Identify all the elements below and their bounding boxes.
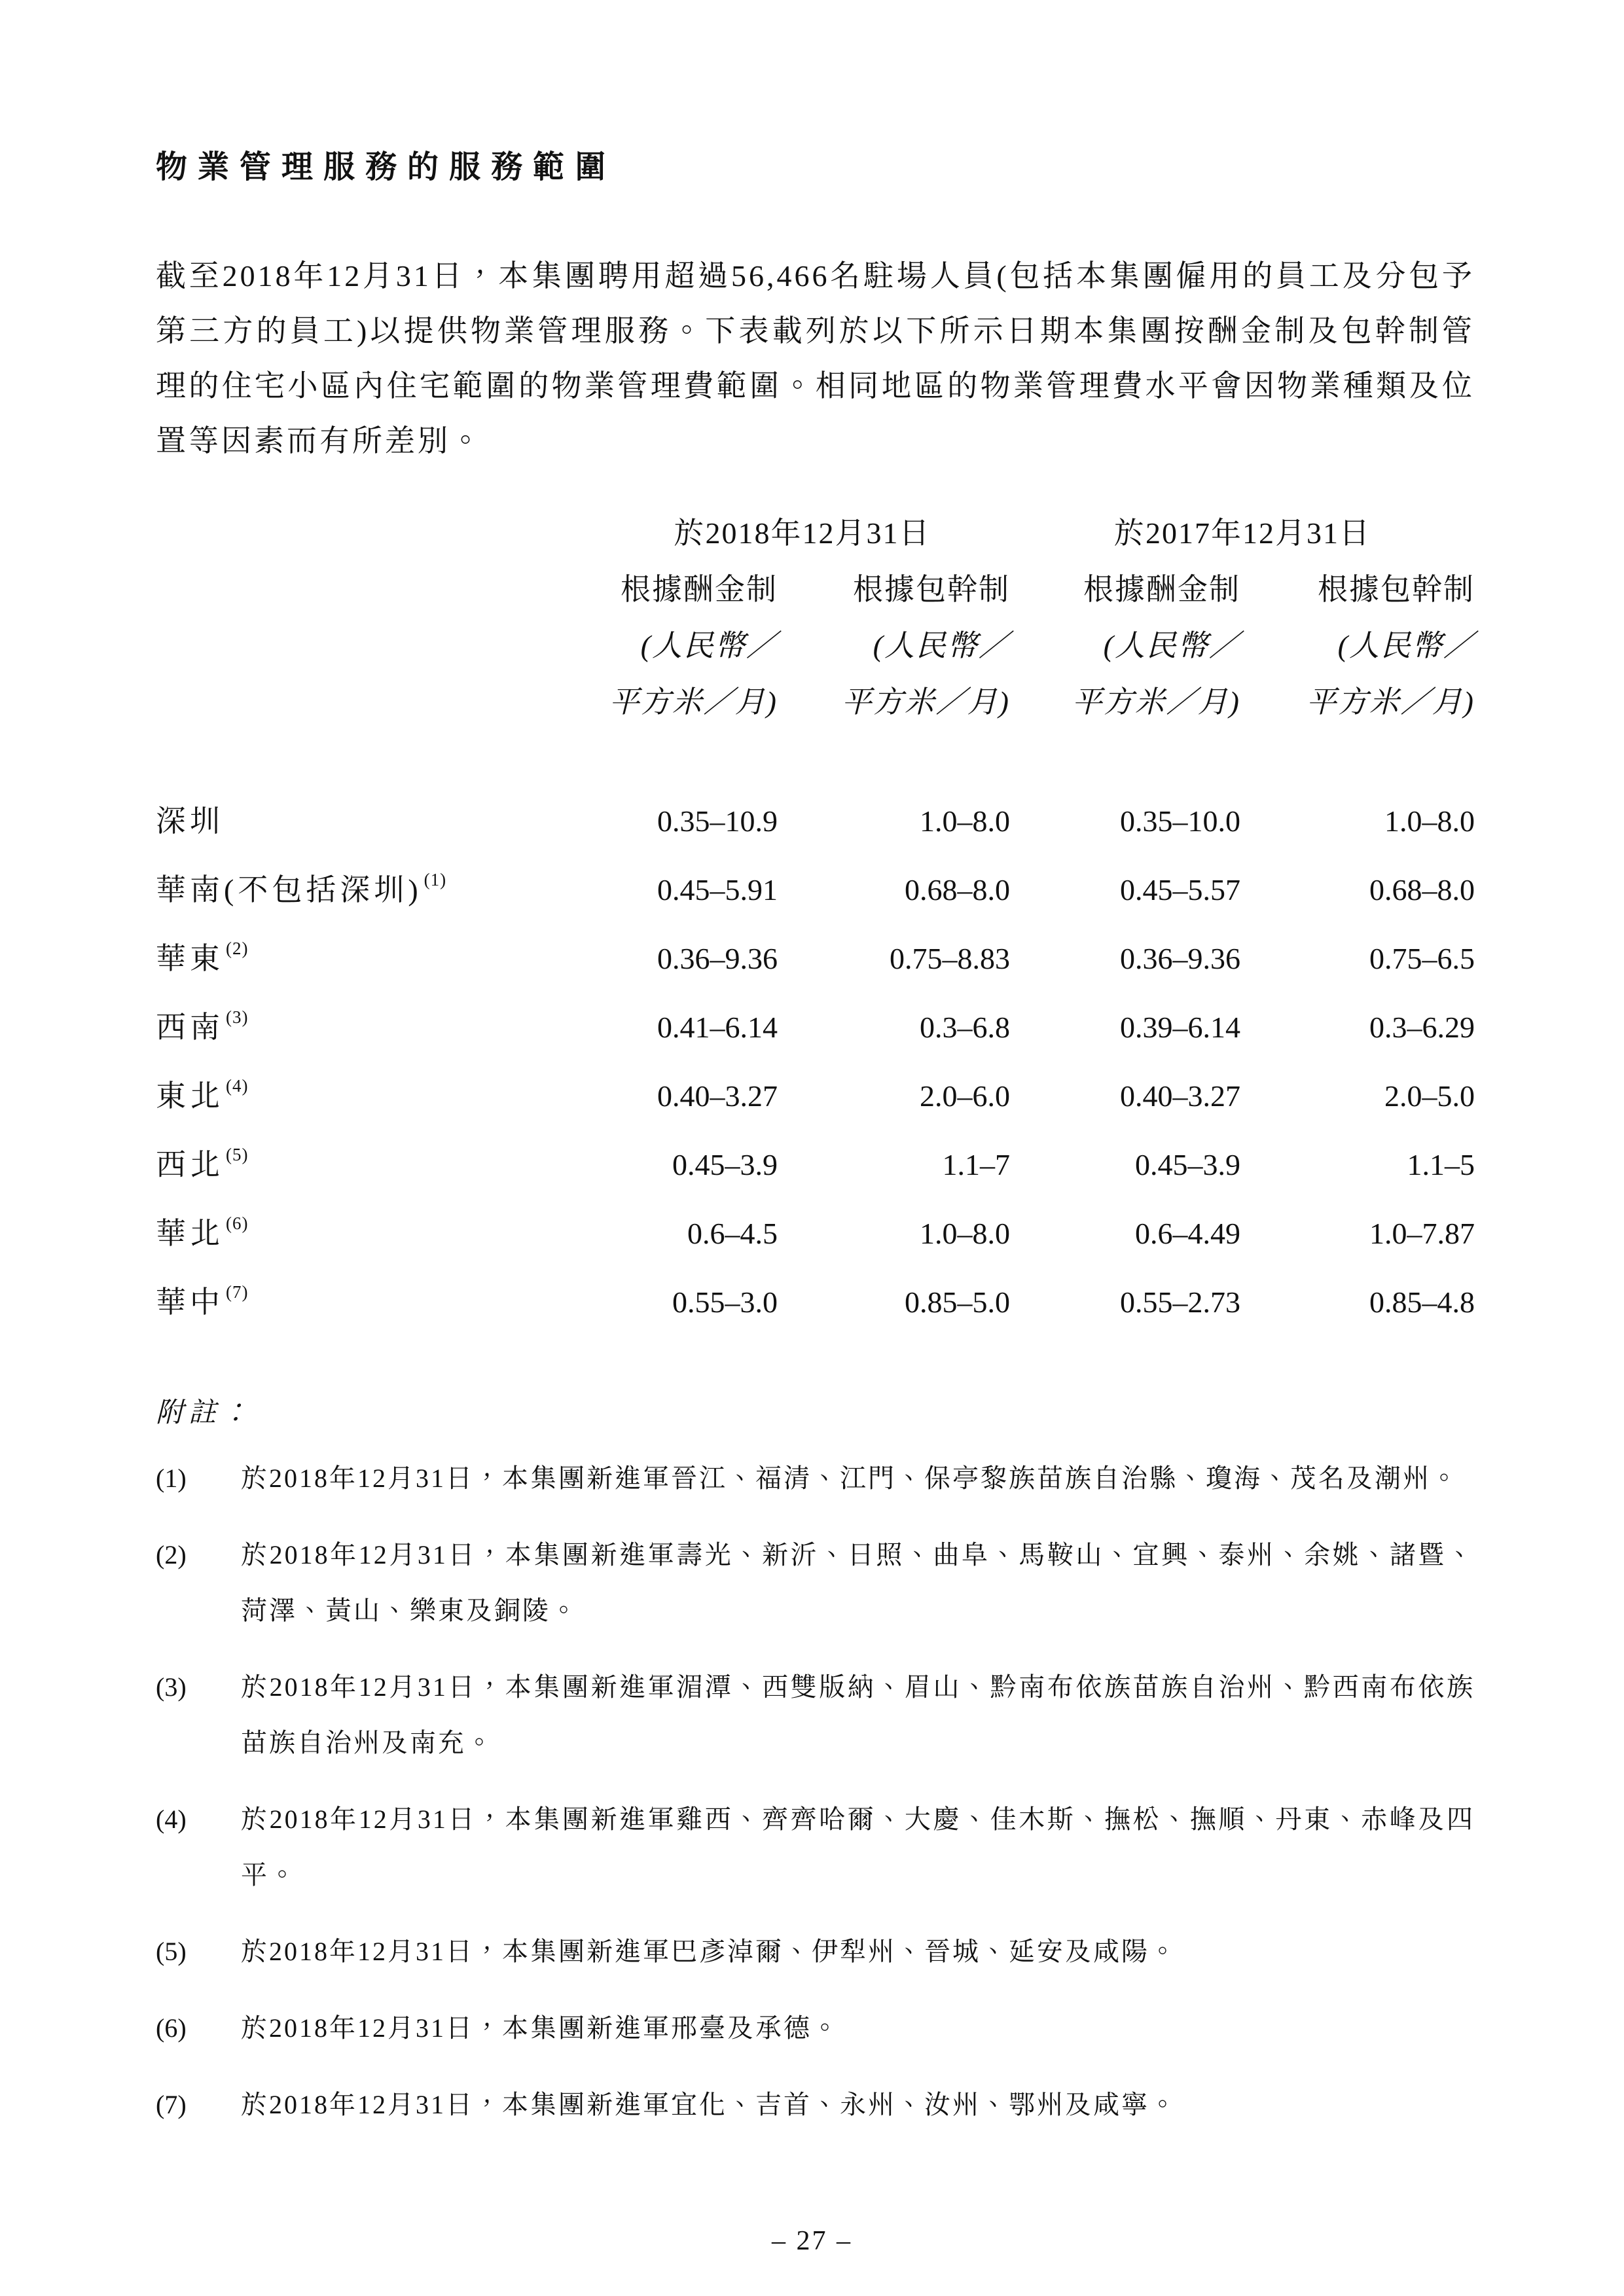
fee-value: 2.0–6.0 bbox=[920, 1079, 1010, 1113]
note-number: (1) bbox=[156, 1463, 187, 1493]
fee-value: 0.45–5.57 bbox=[1120, 873, 1240, 906]
fee-value: 0.68–8.0 bbox=[905, 873, 1010, 906]
column-header-unit: (人民幣／ bbox=[1103, 629, 1240, 662]
table-row bbox=[156, 730, 1475, 855]
fee-value: 0.36–9.36 bbox=[657, 942, 778, 975]
fee-value: 0.55–2.73 bbox=[1120, 1285, 1240, 1319]
fee-value: 1.1–7 bbox=[942, 1148, 1010, 1181]
note-item bbox=[156, 2077, 1475, 2132]
fee-value: 0.45–3.9 bbox=[672, 1148, 778, 1181]
unit-header-row bbox=[156, 674, 1475, 730]
fee-value: 1.0–8.0 bbox=[1384, 804, 1475, 838]
table-body bbox=[156, 730, 1475, 1336]
column-header-unit: 平方米／月) bbox=[609, 685, 778, 719]
region-label: 華北 $^{(6)}$ bbox=[156, 1213, 249, 1250]
note-item bbox=[156, 2000, 1475, 2056]
note-reference: (1) bbox=[424, 870, 447, 889]
note-reference: (6) bbox=[226, 1213, 249, 1233]
column-header-scheme: 根據酬金制 bbox=[621, 573, 778, 606]
fee-value: 0.35–10.9 bbox=[657, 804, 778, 838]
table-row bbox=[156, 1268, 1475, 1336]
table-header bbox=[156, 505, 1475, 730]
note-number: (6) bbox=[156, 2013, 187, 2043]
fee-value: 0.6–4.5 bbox=[687, 1217, 778, 1250]
page-number: – 27 – bbox=[772, 2226, 852, 2256]
fee-value: 0.45–3.9 bbox=[1135, 1148, 1240, 1181]
fee-value: 0.3–6.8 bbox=[920, 1011, 1010, 1044]
region-label: 華中 $^{(7)}$ bbox=[156, 1282, 249, 1319]
period-header-2017: 於2017年12月31日 bbox=[1114, 516, 1371, 550]
table-row bbox=[156, 855, 1475, 924]
note-reference: (7) bbox=[226, 1282, 249, 1302]
fee-value: 0.85–5.0 bbox=[905, 1285, 1010, 1319]
fee-value: 0.75–8.83 bbox=[890, 942, 1010, 975]
note-reference: (2) bbox=[226, 939, 249, 958]
region-label: 東北 $^{(4)}$ bbox=[156, 1076, 249, 1113]
note-item bbox=[156, 1924, 1475, 1979]
column-header-unit: (人民幣／ bbox=[873, 629, 1010, 662]
fee-value: 0.68–8.0 bbox=[1369, 873, 1475, 906]
note-reference: (4) bbox=[226, 1076, 249, 1096]
period-header-2018: 於2018年12月31日 bbox=[674, 516, 931, 550]
page-title: 物業管理服務的服務範圍 bbox=[156, 150, 617, 185]
note-item bbox=[156, 1791, 1475, 1903]
note-text: 於2018年12月31日，本集團新進軍巴彥淖爾、伊犁州、晉城、延安及咸陽。 bbox=[241, 1937, 1178, 1966]
fee-value: 0.55–3.0 bbox=[672, 1285, 778, 1319]
fee-value: 1.1–5 bbox=[1407, 1148, 1475, 1181]
notes-title: 附註： bbox=[156, 1398, 255, 1428]
region-label: 西南 $^{(3)}$ bbox=[156, 1007, 249, 1044]
fee-value: 0.75–6.5 bbox=[1369, 942, 1475, 975]
fee-value: 0.45–5.91 bbox=[657, 873, 778, 906]
region-label: 深圳 bbox=[156, 804, 224, 838]
period-header-row bbox=[156, 505, 1475, 562]
note-text: 於2018年12月31日，本集團新進軍宜化、吉首、永州、汝州、鄂州及咸寧。 bbox=[241, 2090, 1178, 2119]
column-header-scheme: 根據包幹制 bbox=[853, 573, 1010, 606]
column-header-unit: 平方米／月) bbox=[1306, 685, 1475, 719]
fee-value: 0.85–4.8 bbox=[1369, 1285, 1475, 1319]
note-reference: (3) bbox=[226, 1007, 249, 1027]
fee-value: 2.0–5.0 bbox=[1384, 1079, 1475, 1113]
note-text: 於2018年12月31日，本集團新進軍湄潭、西雙版納、眉山、黔南布依族苗族自治州、黔西南布依族苗族自治州及南充。 bbox=[241, 1672, 1475, 1757]
note-reference: (5) bbox=[226, 1145, 249, 1164]
fee-value: 0.40–3.27 bbox=[657, 1079, 778, 1113]
table-row bbox=[156, 993, 1475, 1062]
note-number: (7) bbox=[156, 2090, 187, 2119]
note-number: (4) bbox=[156, 1804, 187, 1834]
fee-value: 0.3–6.29 bbox=[1369, 1011, 1475, 1044]
note-number: (5) bbox=[156, 1937, 187, 1966]
note-item bbox=[156, 1659, 1475, 1770]
column-header-scheme: 根據酬金制 bbox=[1083, 573, 1240, 606]
region-label: 西北 $^{(5)}$ bbox=[156, 1145, 249, 1181]
column-header-unit: 平方米／月) bbox=[841, 685, 1010, 719]
column-header-unit: 平方米／月) bbox=[1072, 685, 1240, 719]
fee-value: 0.35–10.0 bbox=[1120, 804, 1240, 838]
note-item bbox=[156, 1527, 1475, 1638]
note-number: (2) bbox=[156, 1540, 187, 1570]
fee-value: 1.0–8.0 bbox=[920, 804, 1010, 838]
fee-value: 1.0–8.0 bbox=[920, 1217, 1010, 1250]
region-label: 華南(不包括深圳) $^{(1)}$ bbox=[156, 870, 447, 906]
region-label: 華東 $^{(2)}$ bbox=[156, 939, 249, 975]
note-number: (3) bbox=[156, 1672, 187, 1702]
table-row bbox=[156, 1130, 1475, 1199]
fee-range-table bbox=[156, 505, 1475, 1336]
fee-value: 0.41–6.14 bbox=[657, 1011, 778, 1044]
fee-value: 0.36–9.36 bbox=[1120, 942, 1240, 975]
fee-value: 1.0–7.87 bbox=[1369, 1217, 1475, 1250]
table-row bbox=[156, 1199, 1475, 1268]
note-text: 於2018年12月31日，本集團新進軍雞西、齊齊哈爾、大慶、佳木斯、撫松、撫順、丹東、赤峰及四平。 bbox=[241, 1804, 1475, 1890]
note-text: 於2018年12月31日，本集團新進軍壽光、新沂、日照、曲阜、馬鞍山、宜興、泰州、余姚、諸暨、菏澤、黃山、樂東及銅陵。 bbox=[241, 1540, 1475, 1625]
note-text: 於2018年12月31日，本集團新進軍晉江、福清、江門、保亭黎族苗族自治縣、瓊海、茂名及潮州。 bbox=[241, 1463, 1459, 1493]
column-header-unit: (人民幣／ bbox=[640, 629, 778, 662]
column-header-scheme: 根據包幹制 bbox=[1318, 573, 1475, 606]
note-item bbox=[156, 1450, 1475, 1506]
fee-value: 0.40–3.27 bbox=[1120, 1079, 1240, 1113]
notes-section bbox=[156, 1397, 1475, 2132]
scheme-header-row bbox=[156, 562, 1475, 618]
fee-value: 0.39–6.14 bbox=[1120, 1011, 1240, 1044]
table-row bbox=[156, 924, 1475, 993]
column-header-unit: (人民幣／ bbox=[1337, 629, 1475, 662]
note-text: 於2018年12月31日，本集團新進軍邢臺及承德。 bbox=[241, 2013, 840, 2043]
unit-header-row bbox=[156, 618, 1475, 674]
fee-value: 0.6–4.49 bbox=[1135, 1217, 1240, 1250]
intro-paragraph: 截至2018年12月31日，本集團聘用超過56,466名駐場人員(包括本集團僱用的員工及分包予第三方的員工)以提供物業管理服務。下表載列於以下所示日期本集團按酬金制及包幹制管理的住宅小區內住宅範圍的物業管理費範圍。相同地區的物業管理費水平會因物業種類及位置等因素而有所差別。 bbox=[156, 259, 1475, 457]
table-row bbox=[156, 1062, 1475, 1130]
